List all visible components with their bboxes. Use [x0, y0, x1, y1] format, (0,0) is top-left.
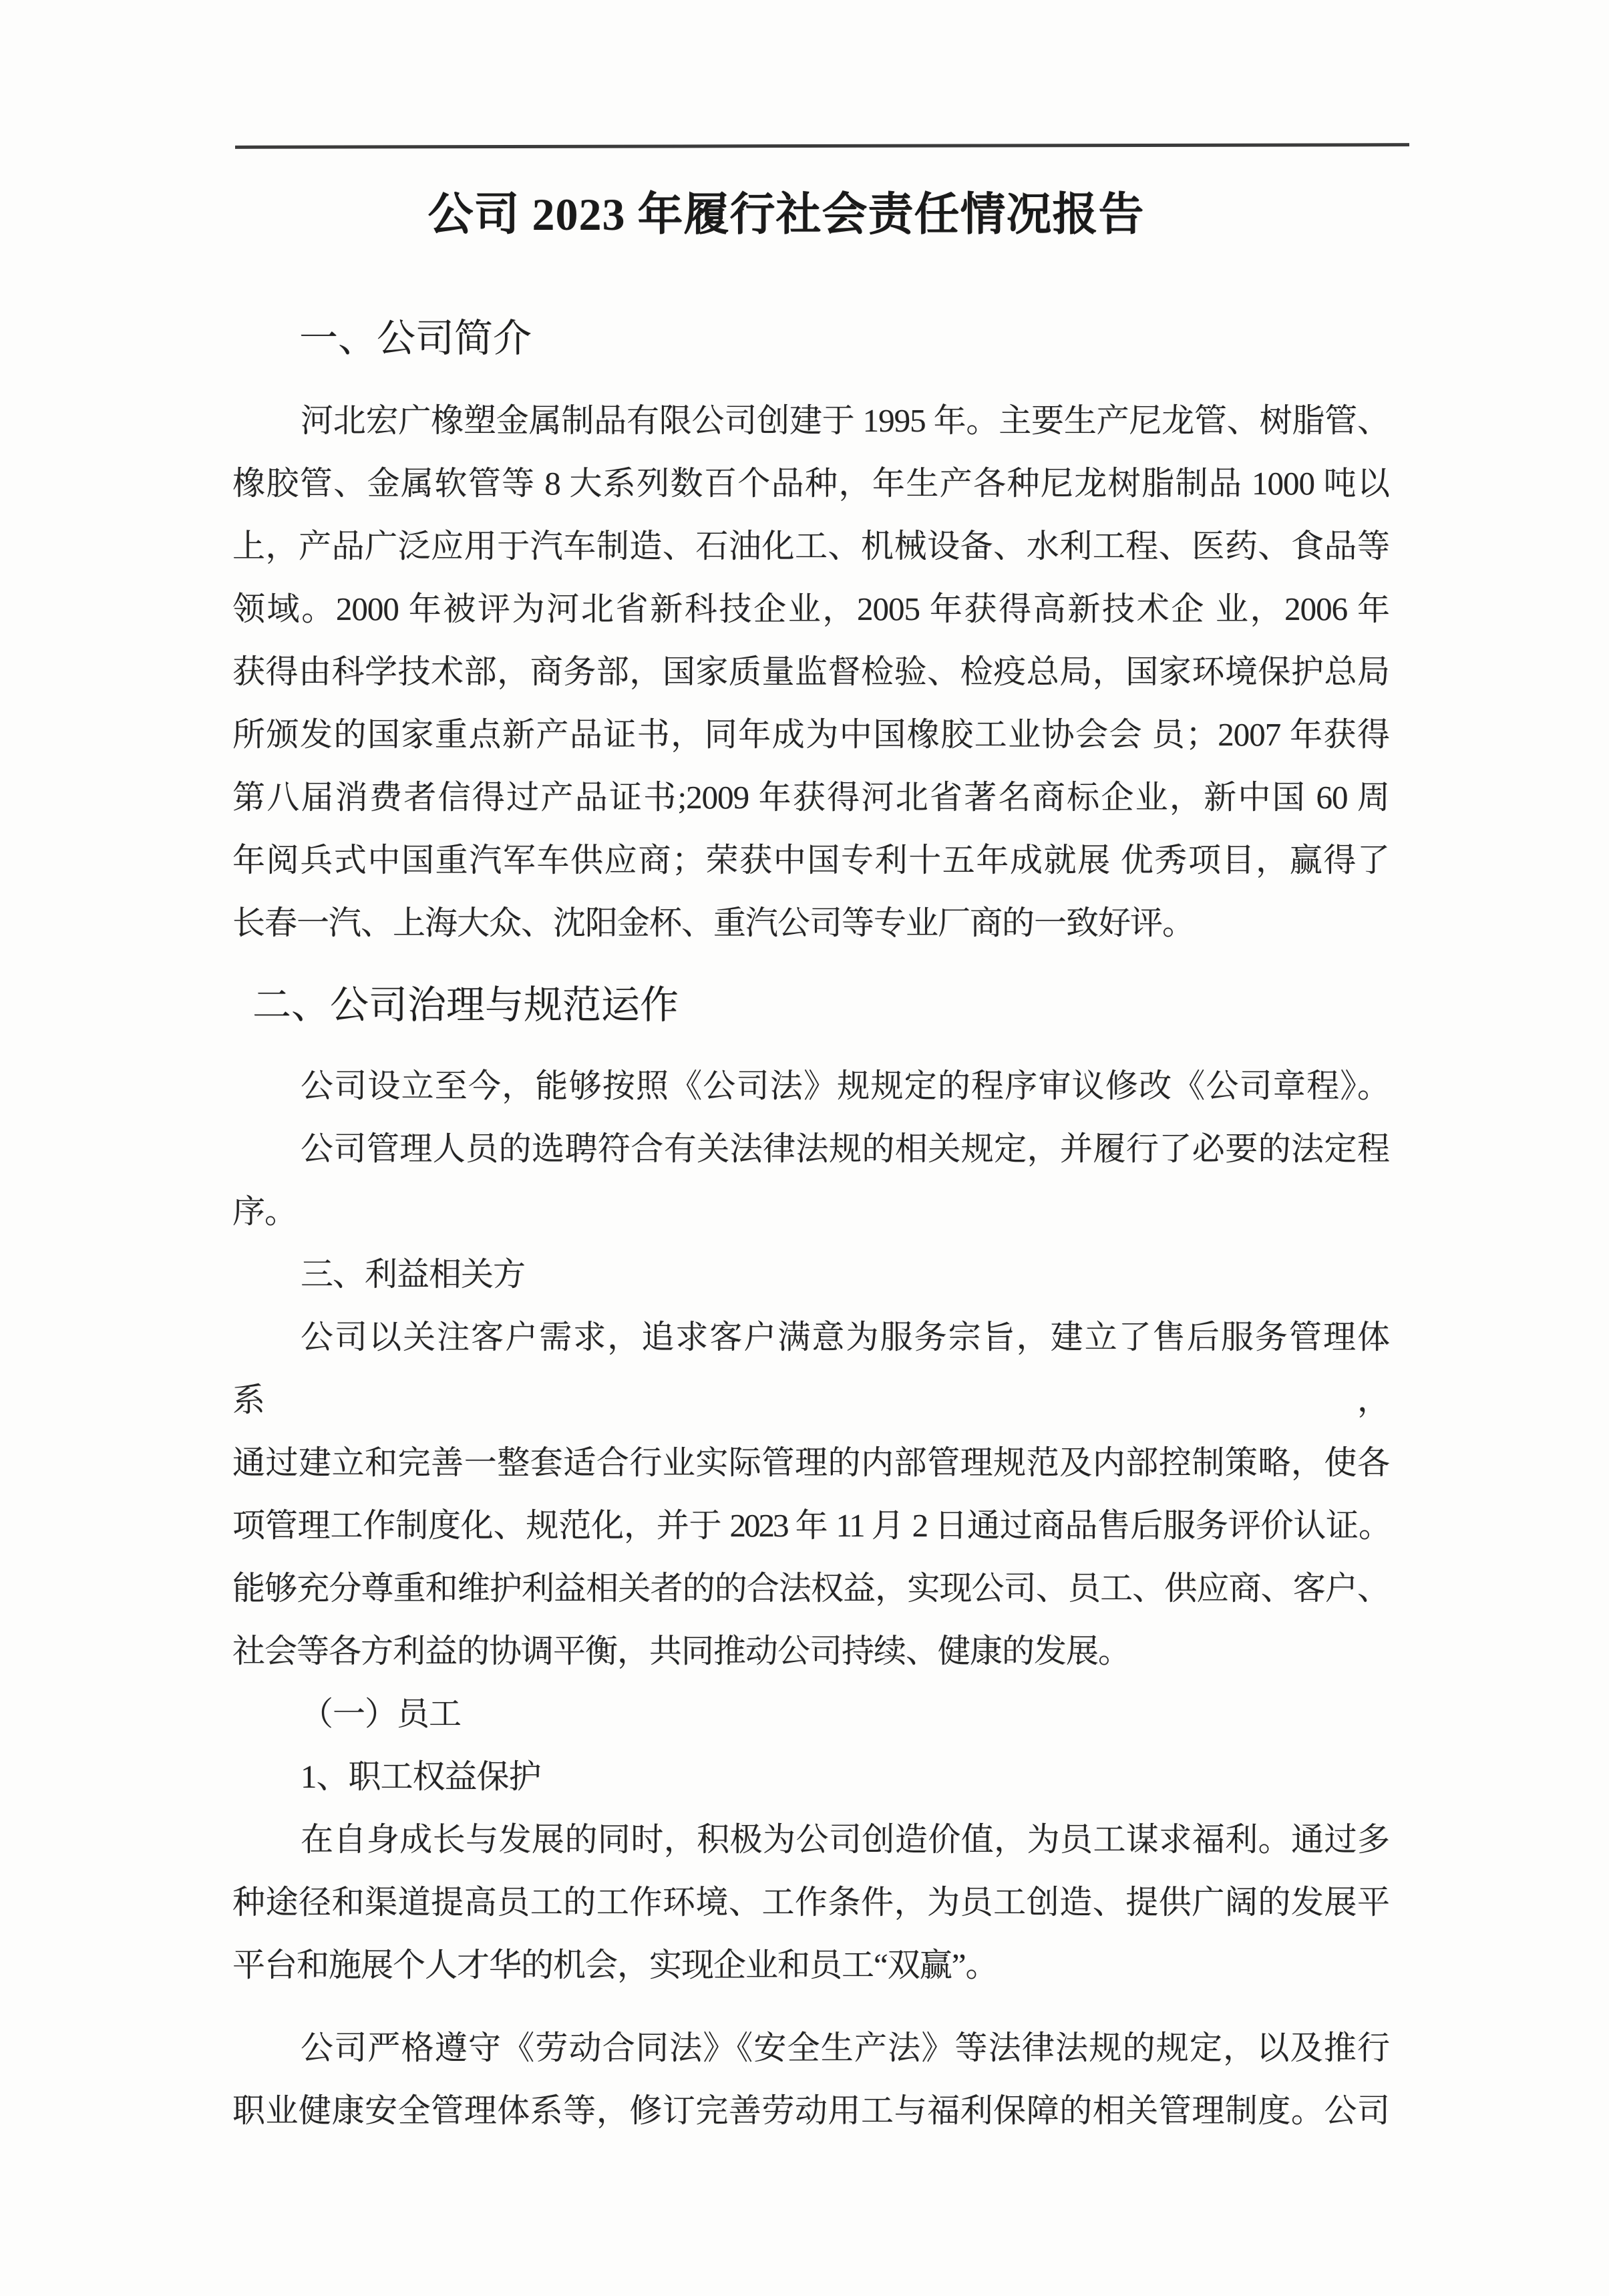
report-content	[232, 187, 1389, 2142]
paragraph-line: 所颁发的国家重点新产品证书，同年成为中国橡胶工业协会会 员；2007 年获得	[232, 716, 1389, 753]
stakeholder-paragraph	[232, 1306, 1389, 1683]
paragraph-line: 平台和施展个人才华的机会，实现企业和员工“双赢”。	[232, 1947, 998, 1983]
employee-paragraph-1	[232, 1808, 1389, 1997]
paragraph-line: 公司以关注客户需求，追求客户满意为服务宗旨，建立了售后服务管理体系，	[232, 1319, 1389, 1418]
paragraph-line: 橡胶管、金属软管等 8 大系列数百个品种，年生产各种尼龙树脂制品 1000 吨以	[232, 465, 1389, 502]
employee-subheading: （一）员工	[301, 1695, 462, 1732]
paragraph-line: 上，产品广泛应用于汽车制造、石油化工、机械设备、水利工程、医药、食品等	[232, 528, 1389, 564]
paragraph-line: 河北宏广橡塑金属制品有限公司创建于 1995 年。主要生产尼龙管、树脂管、	[301, 402, 1389, 439]
report-title: 公司 2023 年履行社会责任情况报告	[427, 189, 1145, 240]
paragraph-line: 职业健康安全管理体系等，修订完善劳动用工与福利保障的相关管理制度。公司	[232, 2092, 1389, 2129]
paragraph-line: 长春一汽、上海大众、沈阳金杯、重汽公司等专业厂商的一致好评。	[232, 905, 1195, 941]
governance-paragraph-2	[232, 1118, 1389, 1243]
paragraph-line: 能够充分尊重和维护利益相关者的的合法权益，实现公司、员工、供应商、客户、	[232, 1570, 1389, 1607]
section-2-heading: 二、公司治理与规范运作	[252, 983, 679, 1027]
header-rule	[235, 143, 1409, 149]
paragraph-line: 序。	[232, 1193, 297, 1230]
paragraph-line: 年阅兵式中国重汽军车供应商；荣获中国专利十五年成就展 优秀项目，赢得了	[232, 842, 1389, 878]
employee-rights-heading: 1、职工权益保护	[301, 1758, 541, 1795]
section-1-heading: 一、公司简介	[299, 317, 532, 360]
paragraph-line: 公司管理人员的选聘符合有关法律法规的相关规定，并履行了必要的法定程	[301, 1130, 1389, 1167]
paragraph-line: 社会等各方利益的协调平衡，共同推动公司持续、健康的发展。	[232, 1633, 1131, 1669]
paragraph-line: 第八届消费者信得过产品证书;2009 年获得河北省著名商标企业，新中国 60 周	[232, 779, 1389, 816]
employee-paragraph-2	[232, 2017, 1389, 2142]
section-3-heading: 三、利益相关方	[301, 1256, 526, 1293]
paragraph-line: 获得由科学技术部，商务部，国家质量监督检验、检疫总局，国家环境保护总局	[232, 653, 1389, 690]
paragraph-line: 公司设立至今，能够按照《公司法》规规定的程序审议修改《公司章程》。	[301, 1068, 1389, 1104]
paragraph-line: 通过建立和完善一整套适合行业实际管理的内部管理规范及内部控制策略，使各	[232, 1444, 1389, 1481]
company-intro-paragraph	[232, 389, 1389, 955]
paragraph-line: 公司严格遵守《劳动合同法》《安全生产法》等法律法规的规定，以及推行	[301, 2029, 1389, 2066]
paragraph-line: 领域。2000 年被评为河北省新科技企业，2005 年获得高新技术企 业，2006 年	[232, 591, 1389, 627]
governance-paragraph-1	[232, 1055, 1389, 1118]
paragraph-line: 种途径和渠道提高员工的工作环境、工作条件，为员工创造、提供广阔的发展平	[232, 1884, 1389, 1921]
paragraph-line: 项管理工作制度化、规范化，并于 2023 年 11 月 2 日通过商品售后服务评价认证。	[232, 1507, 1389, 1544]
paragraph-line: 在自身成长与发展的同时，积极为公司创造价值，为员工谋求福利。通过多	[301, 1821, 1389, 1858]
